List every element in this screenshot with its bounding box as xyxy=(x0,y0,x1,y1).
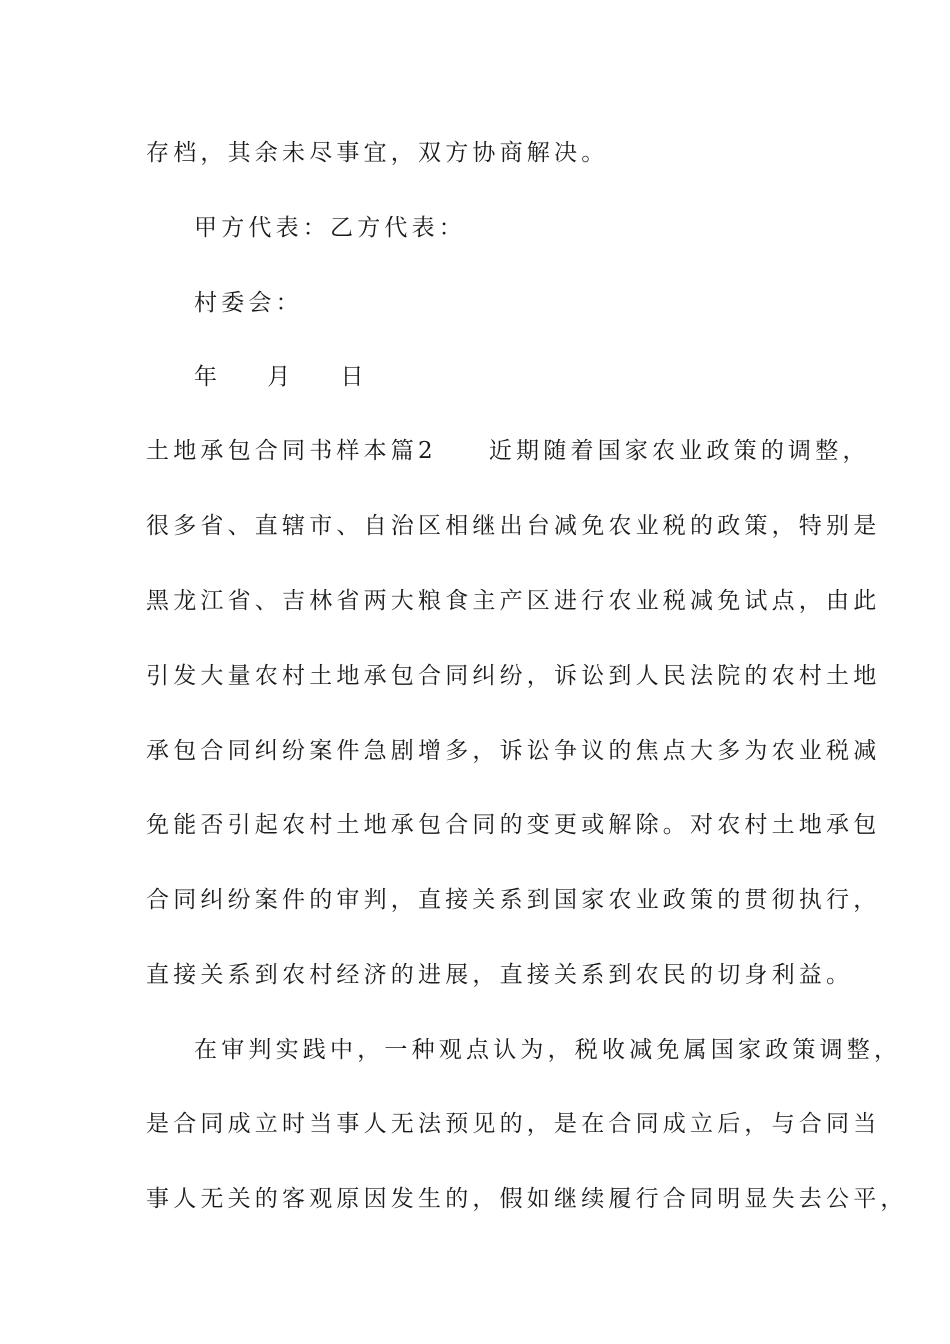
text-line: 直接关系到农村经济的进展，直接关系到农民的切身利益。 xyxy=(146,962,854,988)
date-line: 年 月 日 xyxy=(194,364,368,390)
text-line: 免能否引起农村土地承包合同的变更或解除。对农村土地承包 xyxy=(146,812,881,838)
text-line: 合同纠纷案件的审判，直接关系到国家农业政策的贯彻执行， xyxy=(146,887,881,913)
paragraph-start: 近期随着国家农业政策的调整， xyxy=(488,438,870,464)
text-line: 承包合同纠纷案件急剧增多，诉讼争议的焦点大多为农业税减 xyxy=(146,738,881,764)
signature-line-village-committee: 村委会： xyxy=(194,290,303,316)
text-line: 事人无关的客观原因发生的，假如继续履行合同明显失去公平， xyxy=(146,1186,908,1212)
paragraph-first-line: 在审判实践中，一种观点认为，税收减免属国家政策调整， xyxy=(194,1037,902,1063)
text-line: 引发大量农村土地承包合同纠纷，诉讼到人民法院的农村土地 xyxy=(146,663,881,689)
text-line: 是合同成立时当事人无法预见的，是在合同成立后，与合同当 xyxy=(146,1111,881,1137)
signature-line-representatives: 甲方代表：乙方代表： xyxy=(194,215,466,241)
text-line: 很多省、直辖市、自治区相继出台减免农业税的政策，特别是 xyxy=(146,513,881,539)
text-line: 黑龙江省、吉林省两大粮食主产区进行农业税减免试点，由此 xyxy=(146,588,881,614)
section-heading: 土地承包合同书样本篇2 xyxy=(146,438,437,464)
text-line: 存档，其余未尽事宜，双方协商解决。 xyxy=(146,140,609,166)
section-heading-line xyxy=(146,440,870,463)
